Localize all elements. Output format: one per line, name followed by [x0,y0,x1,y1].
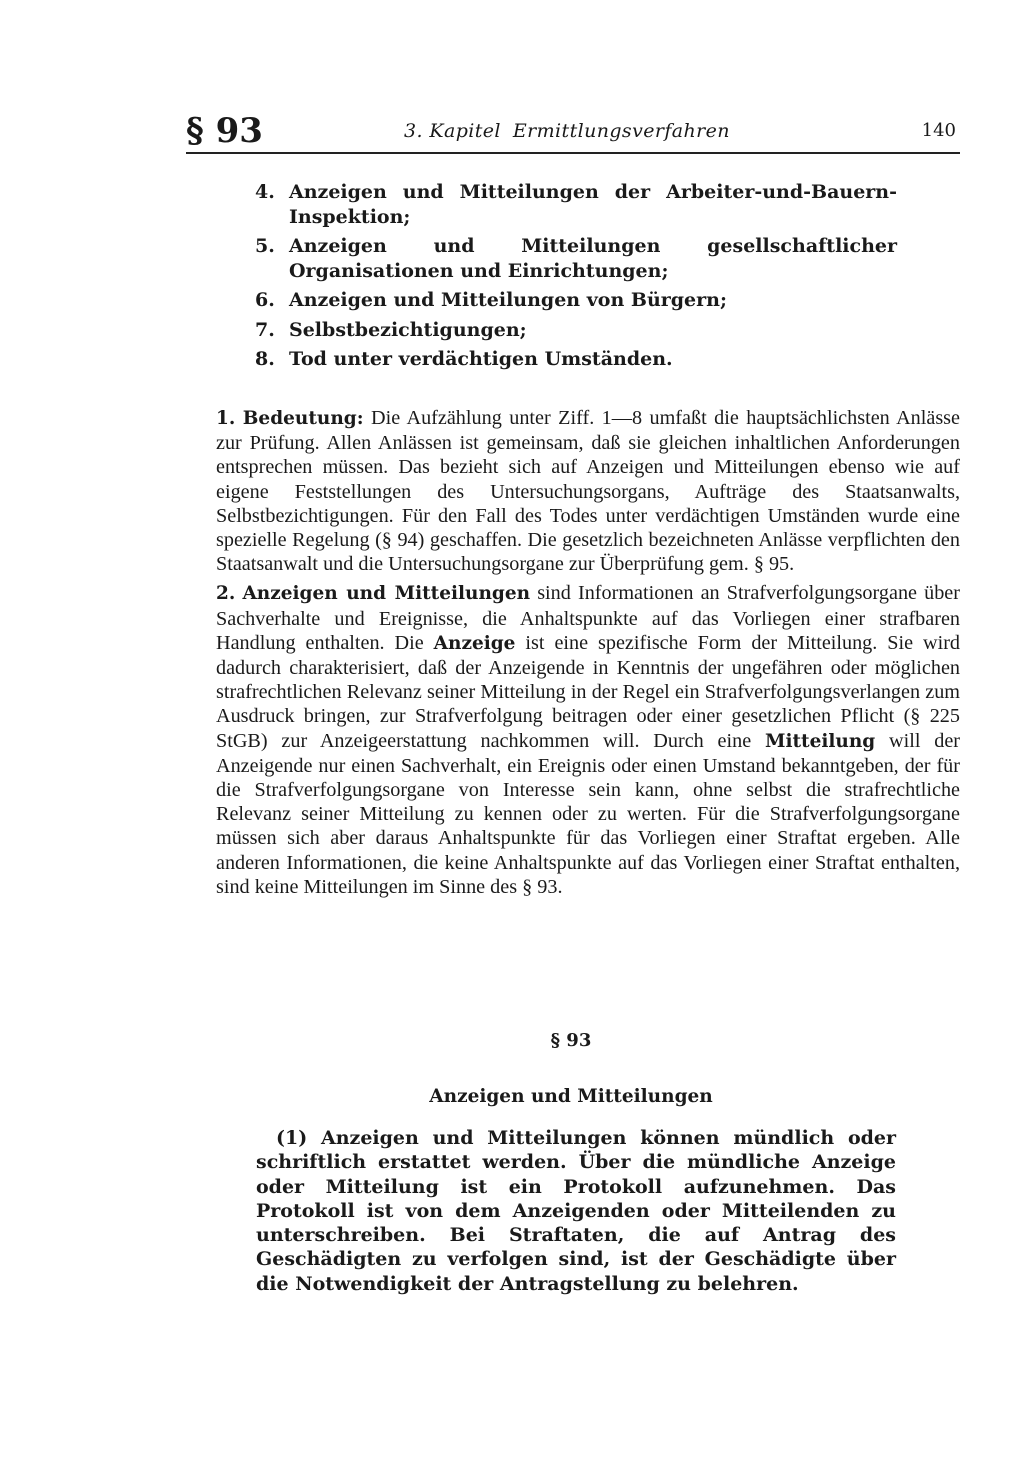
law-item-text: Anzeigen und Mitteilungen der Arbeiter-und-Bauern-Inspektion; [289,181,897,228]
commentary-term: Bedeutung: [242,408,364,429]
commentary-paragraph-1 [216,406,960,576]
running-header [186,112,960,152]
commentary-term: Anzeigen und Mitteilungen [242,583,531,605]
law-item-text: Tod unter verdächtigen Umständen. [289,348,673,370]
paragraph-mark: § 93 [550,1030,592,1051]
commentary-term: Mitteilung [764,730,876,752]
commentary-paragraph-2 [216,581,960,899]
law-enumeration [255,180,897,377]
commentary-text: Die Aufzählung unter Ziff. 1—8 umfaßt die hauptsächlichsten Anlässe zur Prüfung. Allen Anlässen ist gemeinsam, daß sie gleichen inhaltlichen Anforderungen entsprechen müssen. Das bezieht sich auf Anzeigen und Mitteilungen ebenso wie auf eigene Feststellungen des Untersuchungsorgans, Aufträge des Staatsanwalts, Selbstbezichtigungen. Für den Fall des Todes unter verdächtigen Umständen wurde eine spezielle Regelung (§ 94) geschaffen. Die gesetzlich bezeichneten Anlässe verpflichten den Staatsanwalt und die Untersuchungsorgane zur Überprüfung gem. § 95. [216,407,960,576]
commentary-text: will der Anzeigende nur einen Sachverhalt, ein Ereignis oder einen Umstand bekanntgeben, der für die Strafverfolgungsorgane von Interesse sein kann, ohne selbst die strafrechtliche Relevanz seiner Mitteilung zu kennen oder zu werten. Für die Strafverfolgungsorgane müssen sich aber daraus Anhaltspunkte für das Vorliegen einer Straftat ergeben. Alle anderen Informationen, die keine Anhaltspunkte auf das Vorliegen einer Straftat enthalten, sind keine Mitteilungen im Sinne des § 93. [216,729,961,898]
header-chapter [404,120,730,142]
law-item-text: Selbstbezichtigungen; [289,318,527,341]
law-paragraph-text: (1) Anzeigen und Mitteilungen können mündlich oder schriftlich erstattet werden. Über die mündliche Anzeige oder Mitteilung ist ein Protokoll aufzunehmen. Das Protokoll ist von dem Anzeigenden oder Mitteilenden zu unterschreiben. Bei Straftaten, die auf Antrag des Geschädigten zu verfolgen sind, ist der Geschädigte über die Notwendigkeit der Antragstellung zu belehren. [256,1127,896,1295]
law-item-number: 6. [255,289,275,311]
header-chapter-number: 3. Kapitel [404,120,501,142]
commentary-term: Anzeige [433,632,516,654]
header-rule [186,152,960,154]
page-number: 140 [921,120,956,141]
commentary-text: sind Informationen an Strafverfolgungsorgane über Sachverhalte und Ereignisse, die Anhaltspunkte auf das Vorliegen einer strafbaren Handlung enthalten. Die [216,582,960,654]
header-chapter-title: Ermittlungsverfahren [512,120,730,142]
commentary [216,406,960,904]
commentary-number: 2. [216,583,236,605]
law-item-number: 7. [255,318,275,341]
law-item [255,288,897,313]
law-item-text: Anzeigen und Mitteilungen gesellschaftlicher Organisationen und Einrichtungen; [289,235,897,282]
law-item-number: 4. [255,181,275,203]
law-item [255,318,897,343]
law-item-number: 8. [255,348,275,370]
law-item [255,347,897,372]
law-item [255,180,897,229]
law-item-number: 5. [255,235,275,257]
commentary-number: 1. [216,408,236,429]
header-section-number: § 93 [186,111,263,151]
commentary-text: ist eine spezifische Form der Mitteilung. Sie wird dadurch charakterisiert, daß der Anzeigende in Kenntnis der ungefähren oder möglichen strafrechtlichen Relevanz seiner Mitteilung in der Regel ein Strafverfolgungsverlangen zum Ausdruck bringen, zur Strafverfolgung beitragen oder einer gesetzlichen Pflicht (§ 225 StGB) zur Anzeigeerstattung nachkommen will. Durch eine [216,631,961,752]
paragraph-title: Anzeigen und Mitteilungen [429,1086,713,1107]
law-item [255,234,897,283]
law-item-text: Anzeigen und Mitteilungen von Bürgern; [289,289,727,311]
